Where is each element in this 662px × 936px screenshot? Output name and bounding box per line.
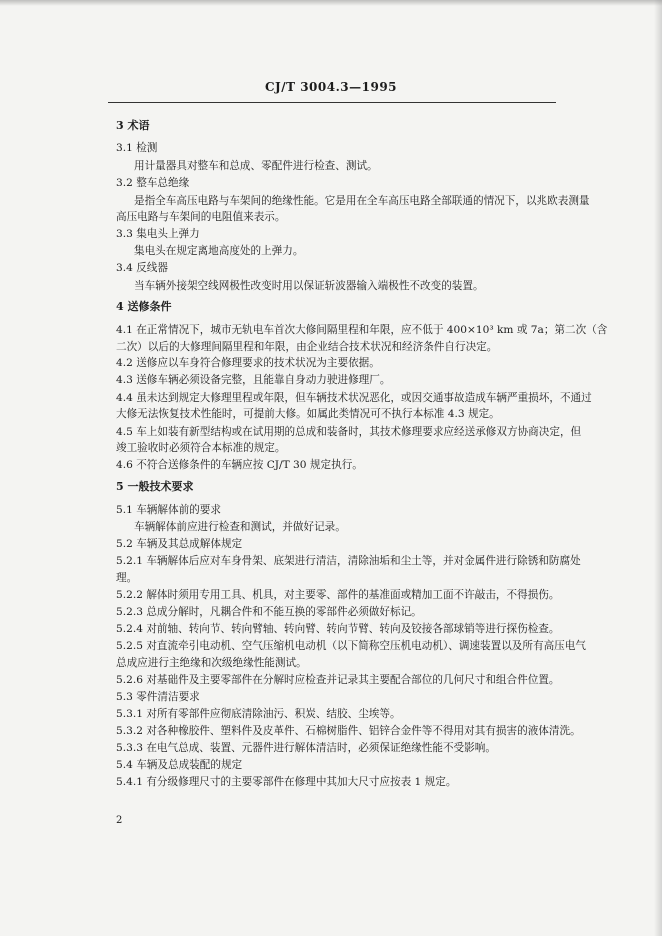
text-line: 5.2.2 解体时须用专用工具、机具，对主要零、部件的基准面或精加工面不许敲击，不得损伤。: [116, 589, 560, 601]
text-line: 5.2.1 车辆解体后应对车身骨架、底架进行清洁，清除油垢和尘土等，并对金属件进行除锈和防腐处: [116, 555, 581, 567]
text-line: 4.3 送修车辆必须设备完整，且能靠自身动力驶进修理厂。: [116, 374, 391, 386]
header-rule: [108, 102, 556, 103]
text-line: 3.2 整车总绝缘: [116, 177, 190, 189]
text-line: 5.3.1 对所有零部件应彻底清除油污、积炭、结胶、尘埃等。: [116, 708, 401, 720]
text-line: 5.2.6 对基础件及主要零部件在分解时应检查并记录其主要配合部位的几何尺寸和组合件位置。: [116, 674, 560, 686]
text-line: 集电头在规定离地高度处的上弹力。: [134, 245, 304, 257]
text-line: 大修无法恢复技术性能时，可提前大修。如属此类情况可不执行本标准 4.3 规定。: [116, 408, 500, 420]
page-header: CJ/T 3004.3—1995: [264, 80, 398, 94]
text-line: 车辆解体前应进行检查和测试，并做好记录。: [134, 521, 346, 533]
text-line: 4.6 不符合送修条件的车辆应按 CJ/T 30 规定执行。: [116, 459, 363, 471]
text-line: 用计量器具对整车和总成、零配件进行检查、测试。: [134, 160, 378, 172]
text-line: 3.4 反线器: [116, 262, 168, 274]
text-line: 5.2.3 总成分解时，凡耦合件和不能互换的零部件必须做好标记。: [116, 606, 422, 618]
text-line: 4.4 虽未达到规定大修理里程或年限，但车辆技术状况恶化，或因交通事故造成车辆严重损坏，不通过: [116, 392, 592, 404]
text-line: 5.3.3 在电气总成、装置、元器件进行解体清洁时，必须保证绝缘性能不受影响。: [116, 742, 496, 754]
text-line: 4.5 车上如装有新型结构或在试用期的总成和装备时，其技术修理要求应经送承修双方协商决定，但: [116, 426, 582, 438]
text-line: 3.1 检测: [116, 142, 158, 154]
text-line: 5.2 车辆及其总成解体规定: [116, 538, 243, 550]
section-heading: 5 一般技术要求: [116, 480, 194, 493]
text-line: 当车辆外接架空线网极性改变时用以保证斩波器输入端极性不改变的装置。: [134, 280, 484, 292]
text-line: 竣工验收时必须符合本标准的规定。: [116, 442, 286, 454]
text-line: 4.2 送修应以车身符合修理要求的技术状况为主要依据。: [116, 357, 380, 369]
section-heading: 4 送修条件: [116, 300, 172, 313]
text-line: 5.1 车辆解体前的要求: [116, 504, 221, 516]
text-line: 5.3 零件清洁要求: [116, 691, 200, 703]
section-heading: 3 术语: [116, 119, 150, 132]
text-line: 二次）以后的大修理间隔里程和年限，由企业结合技术状况和经济条件自行决定。: [116, 341, 498, 353]
scan-edge-right: [654, 0, 662, 936]
text-line: 高压电路与车架间的电阻值来表示。: [116, 211, 286, 223]
text-line: 理。: [116, 572, 138, 584]
text-line: 总成应进行主绝缘和次级绝缘性能测试。: [116, 657, 307, 669]
scan-edge-top: [0, 0, 662, 6]
text-line: 5.4.1 有分级修理尺寸的主要零部件在修理中其加大尺寸应按表 1 规定。: [116, 776, 457, 788]
text-line: 5.3.2 对各种橡胶件、塑料件及皮革件、石棉树脂件、铝锌合金件等不得用对其有损害的液体清洗。: [116, 725, 581, 737]
page-number: 2: [116, 815, 123, 826]
text-line: 3.3 集电头上弹力: [116, 228, 200, 240]
text-line: 5.2.4 对前轴、转向节、转向臂轴、转向臂、转向节臂、转向及铰接各部球销等进行探伤检查。: [116, 623, 560, 635]
text-line: 5.4 车辆及总成装配的规定: [116, 759, 243, 771]
text-line: 是指全车高压电路与车架间的绝缘性能。它是用在全车高压电路全部联通的情况下，以兆欧表测量: [134, 195, 590, 207]
text-line: 4.1 在正常情况下，城市无轨电车首次大修间隔里程和年限，应不低于 400×10³ km 或 7a；第二次（含: [116, 324, 608, 336]
text-line: 5.2.5 对直流牵引电动机、空气压缩机电动机（以下简称空压机电动机）、调速装置以及所有高压电气: [116, 640, 586, 652]
